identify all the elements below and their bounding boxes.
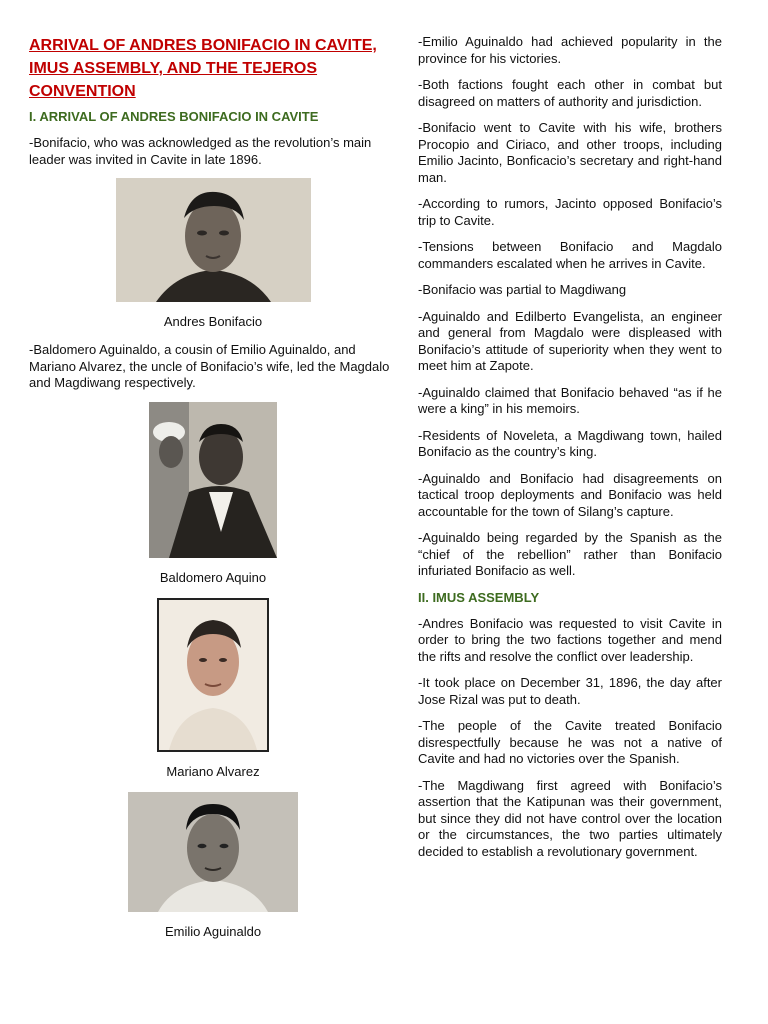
figure-bonifacio xyxy=(29,178,397,342)
right-para-9: -Residents of Noveleta, a Magdiwang town, hailed Bonifacio as the country’s king. xyxy=(418,427,722,459)
right-para-7: -Aguinaldo and Edilberto Evangelista, an engineer and general from Magdalo were displeased with Bonifacio’s attitude of superiority when they went to meet him at Zapote. xyxy=(418,308,722,373)
figure-alvarez xyxy=(29,598,397,792)
right-para-3: -Bonifacio went to Cavite with his wife, brothers Procopio and Ciriaco, and other troops, including Emilio Jacinto, Bonficacio’s secretary and right-hand man. xyxy=(418,120,722,185)
caption-bonifacio: Andres Bonifacio xyxy=(163,314,263,329)
page-title: ARRIVAL OF ANDRES BONIFACIO IN CAVITE, IMUS ASSEMBLY, AND THE TEJEROS CONVENTION xyxy=(29,37,377,100)
imus-para-4: -The Magdiwang first agreed with Bonifacio’s assertion that the Katipunan was their government, but since they did not have control over the location or the circumstances, the two parties ultimately decided to establish a revolutionary government. xyxy=(418,777,722,859)
right-para-1: -Emilio Aguinaldo had achieved popularity in the province for his victories. xyxy=(418,34,722,66)
photo-baldomero xyxy=(149,402,277,558)
right-para-6: -Bonifacio was partial to Magdiwang xyxy=(418,282,627,297)
photo-alvarez xyxy=(157,598,269,752)
right-para-8: -Aguinaldo claimed that Bonifacio behaved “as if he were a king” in his memoirs. xyxy=(418,384,722,416)
right-para-2: -Both factions fought each other in combat but disagreed on matters of authority and jurisdiction. xyxy=(418,77,722,109)
right-para-5: -Tensions between Bonifacio and Magdalo commanders escalated when he arrives in Cavite. xyxy=(418,239,722,271)
left-column xyxy=(29,34,397,952)
figure-baldomero xyxy=(29,402,397,598)
caption-alvarez: Mariano Alvarez xyxy=(166,763,260,779)
caption-baldomero: Baldomero Aquino xyxy=(159,569,267,585)
photo-bonifacio xyxy=(116,178,311,302)
section1-para2: -Baldomero Aguinaldo, a cousin of Emilio Aguinaldo, and Mariano Alvarez, the uncle of Bonifacio’s wife, led the Magdalo and Magdiwang respectively. xyxy=(29,342,390,390)
section2-heading: II. IMUS ASSEMBLY xyxy=(418,589,540,605)
imus-para-1: -Andres Bonifacio was requested to visit Cavite in order to bring the two factions together and mend the rifts and resolve the conflict over leadership. xyxy=(418,615,722,664)
right-para-11: -Aguinaldo being regarded by the Spanish as the “chief of the rebellion” rather than Bonifacio infuriated Bonifacio as well. xyxy=(418,530,722,578)
imus-para-3: -The people of the Cavite treated Bonifacio disrespectfully because he was not a native of Cavite and had no victories over the Spanish. xyxy=(418,718,722,766)
right-para-10: -Aguinaldo and Bonifacio had disagreements on tactical troop deployments and Bonifacio was held accountable for the town of Silang’s capture. xyxy=(418,470,722,519)
imus-para-2: -It took place on December 31, 1896, the day after Jose Rizal was put to death. xyxy=(418,675,722,707)
photo-aguinaldo xyxy=(128,792,298,912)
right-column xyxy=(418,34,722,870)
caption-aguinaldo: Emilio Aguinaldo xyxy=(164,923,262,939)
right-para-4: -According to rumors, Jacinto opposed Bonifacio’s trip to Cavite. xyxy=(418,196,722,228)
figure-aguinaldo xyxy=(29,792,397,952)
section1-intro: -Bonifacio, who was acknowledged as the revolution’s main leader was invited in Cavite in late 1896. xyxy=(29,135,372,167)
section1-heading: I. ARRIVAL OF ANDRES BONIFACIO IN CAVITE xyxy=(29,109,319,124)
